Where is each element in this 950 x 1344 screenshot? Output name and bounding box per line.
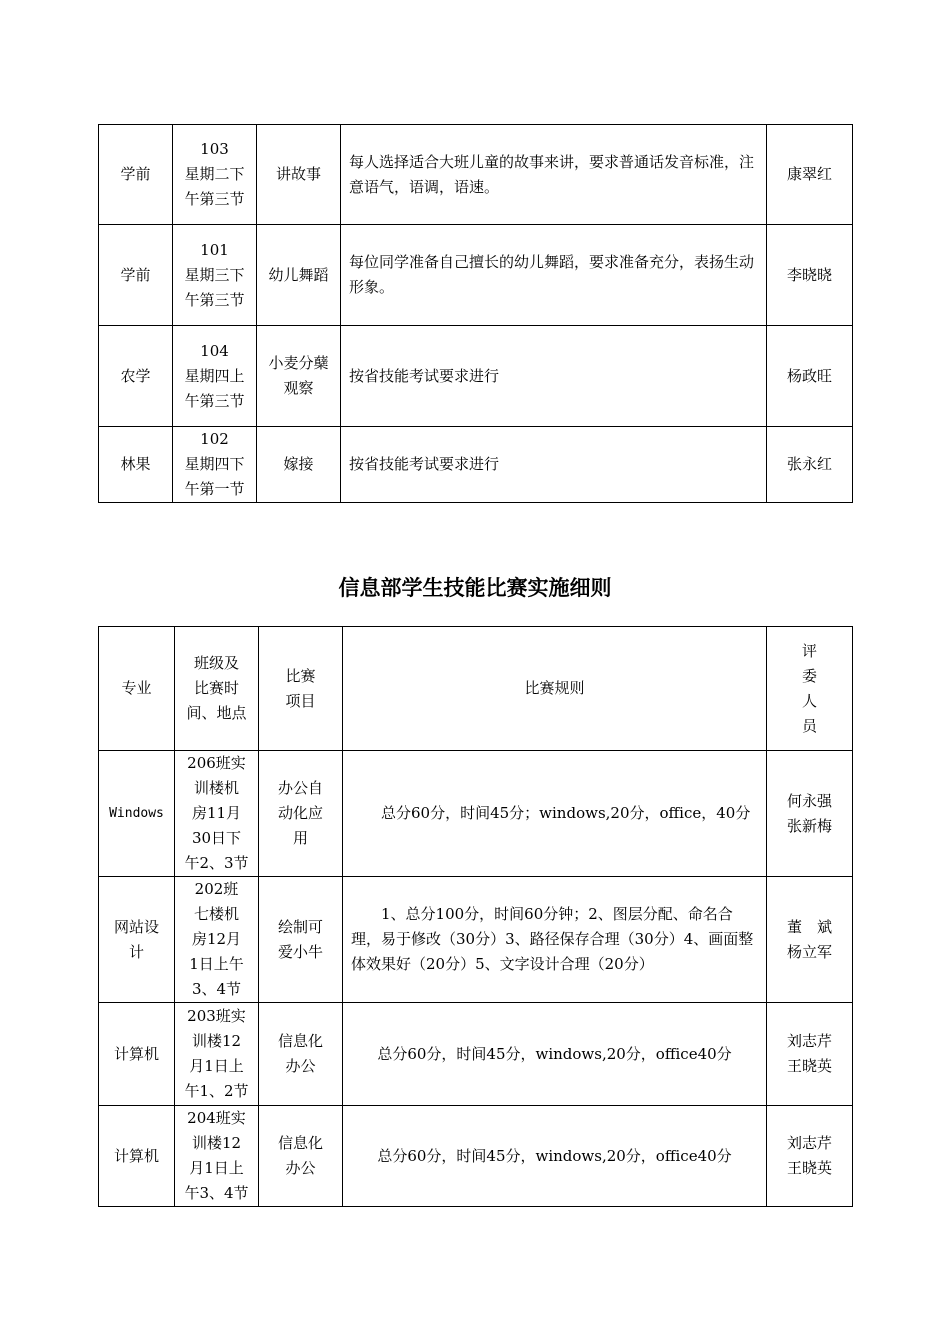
rule-cell: 按省技能考试要求进行 bbox=[341, 427, 767, 503]
item-cell: 幼儿舞蹈 bbox=[257, 225, 341, 326]
info-dept-rules-table bbox=[98, 626, 853, 1207]
judge-cell: 李晓晓 bbox=[767, 225, 853, 326]
item-cell: 信息化 办公 bbox=[259, 1003, 343, 1106]
item-cell: 办公自 动化应 用 bbox=[259, 751, 343, 877]
judge-cell: 董 斌 杨立军 bbox=[767, 877, 853, 1003]
item-cell: 信息化 办公 bbox=[259, 1106, 343, 1207]
table-row bbox=[99, 427, 853, 503]
major-cell: 农学 bbox=[99, 326, 173, 427]
table-row bbox=[99, 225, 853, 326]
section-title: 信息部学生技能比赛实施细则 bbox=[338, 576, 612, 600]
table-row bbox=[99, 125, 853, 225]
rule-cell: 按省技能考试要求进行 bbox=[341, 326, 767, 427]
table-row bbox=[99, 326, 853, 427]
item-cell: 嫁接 bbox=[257, 427, 341, 503]
class-time-cell: 206班实 训楼机 房11月 30日下 午2、3节 bbox=[175, 751, 259, 877]
judge-cell: 杨政旺 bbox=[767, 326, 853, 427]
judge-cell: 刘志芹 王晓英 bbox=[767, 1003, 853, 1106]
header-major: 专业 bbox=[99, 627, 175, 751]
header-row bbox=[99, 627, 853, 751]
judge-cell: 张永红 bbox=[767, 427, 853, 503]
rule-cell: 每位同学准备自己擅长的幼儿舞蹈，要求准备充分，表扬生动形象。 bbox=[341, 225, 767, 326]
judge-cell: 刘志芹 王晓英 bbox=[767, 1106, 853, 1207]
major-cell: 林果 bbox=[99, 427, 173, 503]
major-cell: 学前 bbox=[99, 225, 173, 326]
table-row bbox=[99, 877, 853, 1003]
rule-cell: 总分60分，时间45分，windows,20分，office40分 bbox=[343, 1003, 767, 1106]
schedule-table-continued bbox=[98, 124, 853, 503]
major-cell: Windows bbox=[99, 751, 175, 877]
table-row bbox=[99, 1106, 853, 1207]
header-judge: 评 委 人 员 bbox=[767, 627, 853, 751]
rule-cell: 每人选择适合大班儿童的故事来讲，要求普通话发音标准，注意语气，语调，语速。 bbox=[341, 125, 767, 225]
rule-cell: 总分60分，时间45分，windows,20分，office40分 bbox=[343, 1106, 767, 1207]
class-time-cell: 202班 七楼机 房12月 1日上午 3、4节 bbox=[175, 877, 259, 1003]
item-cell: 小麦分蘖 观察 bbox=[257, 326, 341, 427]
major-cell: 学前 bbox=[99, 125, 173, 225]
header-item: 比赛 项目 bbox=[259, 627, 343, 751]
table-row bbox=[99, 1003, 853, 1106]
class-time-cell: 103 星期二下 午第三节 bbox=[173, 125, 257, 225]
judge-cell: 康翠红 bbox=[767, 125, 853, 225]
class-time-cell: 104 星期四上 午第三节 bbox=[173, 326, 257, 427]
item-cell: 绘制可 爱小牛 bbox=[259, 877, 343, 1003]
rule-cell: 总分60分，时间45分；windows,20分，office，40分 bbox=[343, 751, 767, 877]
class-time-cell: 101 星期三下 午第三节 bbox=[173, 225, 257, 326]
class-time-cell: 204班实 训楼12 月1日上 午3、4节 bbox=[175, 1106, 259, 1207]
header-class-time: 班级及 比赛时 间、地点 bbox=[175, 627, 259, 751]
major-cell: 计算机 bbox=[99, 1106, 175, 1207]
judge-cell: 何永强 张新梅 bbox=[767, 751, 853, 877]
header-rule: 比赛规则 bbox=[343, 627, 767, 751]
rule-cell: 1、总分100分，时间60分钟；2、图层分配、命名合理，易于修改（30分）3、路径保存合理（30分）4、画面整体效果好（20分）5、文字设计合理（20分） bbox=[343, 877, 767, 1003]
major-cell: 网站设 计 bbox=[99, 877, 175, 1003]
class-time-cell: 203班实 训楼12 月1日上 午1、2节 bbox=[175, 1003, 259, 1106]
class-time-cell: 102 星期四下 午第一节 bbox=[173, 427, 257, 503]
table-row bbox=[99, 751, 853, 877]
major-cell: 计算机 bbox=[99, 1003, 175, 1106]
item-cell: 讲故事 bbox=[257, 125, 341, 225]
